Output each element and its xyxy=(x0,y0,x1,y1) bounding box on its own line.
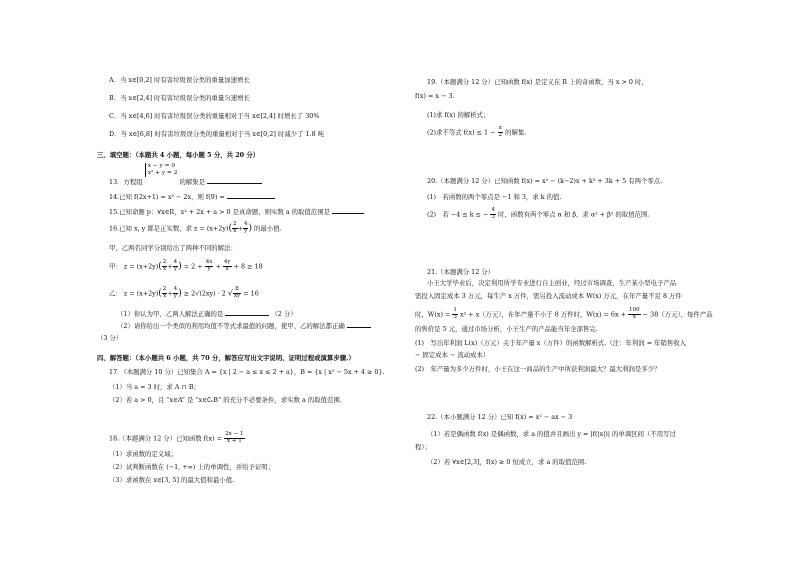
q21-para-2: 需投入固定成本 3 万元，每生产 x 万件，需另投入流动成本 W(x) 万元，在年产量不足 8 万件 xyxy=(415,292,682,300)
question-17: 17．（本题满分 10 分）已知集合 A = {x | 2 − a ≤ x ≤ 2 + a}，B = {x | x² − 5x + 4 ≥ 0}. xyxy=(109,368,385,376)
q18-part-3: （3）求函数在 x∈[3, 5] 的最大值和最小值. xyxy=(109,476,235,484)
option-b: B．当 x∈[2,4] 时有害垃圾误分类的重量匀速增长 xyxy=(109,94,250,102)
q13-eq1: x − y = 0 xyxy=(147,163,176,169)
q16-yi-expr-a: z = (x+2y) xyxy=(123,289,159,298)
question-20: 20.（本题满分 12 分）已知函数 f(x) = x² − (k−2)x + k² + 3k + 5 有两个零点. xyxy=(427,177,663,185)
q16-jia-expr-c: + xyxy=(215,262,221,271)
q20-numerator: 4 xyxy=(491,207,495,213)
question-22: 22.（本小题满分 12 分）已知 f(x) = x² − ax − 3 xyxy=(427,413,573,421)
q19-denominator: 2 xyxy=(498,131,503,138)
q21-part-1: (1) 写出年利润 L(x)（万元）关于年产量 x（万件）的函数解析式.（注：年利润 = 年销售收入 xyxy=(415,339,687,347)
question-18 xyxy=(109,432,245,445)
q18-numerator: 2x − 1 xyxy=(225,431,244,437)
q18-part-1: （1）求函数的定义域； xyxy=(109,450,177,458)
option-c: C．当 x∈[4,6] 时有害垃圾误分类的重量相对于当 x∈[2,4] 时增长了 30% xyxy=(109,112,320,120)
q16-sub1-blank xyxy=(225,315,269,316)
q19-definition: f(x) = x − 3. xyxy=(415,92,455,100)
q21-part-2: (2) 年产量为多少万件时，小王在这一商品的生产中所获利润最大？最大利润是多少？ xyxy=(415,365,661,373)
q21-part-1-cont: − 固定成本 − 流动成本） xyxy=(415,351,490,359)
q16-solution-yi: 乙： z = (x+2y)( $\frac{2}{x}$ + $\frac{4}{y}$ ) ≥ 2√(2xy) · 2 √ $\frac{8}{xy}$ = 16 xyxy=(109,286,259,299)
q20-fraction xyxy=(490,208,496,221)
q16-jia-expr-d: + 8 ≥ 18 xyxy=(233,262,263,271)
q20-part-1: (1) 若函数的两个零点是 −1 和 3，求 k 的值. xyxy=(427,193,562,201)
q16-yi-label: 乙： xyxy=(109,289,122,298)
question-16: 16.已知 x, y 都是正实数，求 z = (x+2y)( $\frac{2}{x}$ + $\frac{4}{y}$ ) 的最小值. xyxy=(109,221,282,234)
q20-part2-prefix: (2) 若 −4 ≤ k ≤ − xyxy=(427,210,489,219)
q17-part-2: （2）若 a > 0，且 “x∈A” 是 “x∈∁ᵣB” 的充分不必要条件，求实数 a 的取值范围. xyxy=(109,396,342,404)
q16-subquestion-2 xyxy=(117,323,371,330)
q21-para3-b: x² + x（万元），在年产量不小于 8 万件时，W(x) = 6x + xyxy=(459,310,626,319)
q18-fraction xyxy=(224,432,245,445)
q16-jia-expr-b: = 2 + xyxy=(183,262,203,271)
q16-subquestion-1 xyxy=(117,311,297,318)
question-21: 21.（本题满分 12 分） xyxy=(427,268,495,276)
q13-eq2: x² + y = 2 xyxy=(147,170,178,177)
q19-part-2 xyxy=(427,126,526,139)
q13-answer-blank xyxy=(207,183,262,184)
q16-sub1-text: （1）你认为甲、乙两人解法正确的是 xyxy=(117,310,224,318)
q21-para-4: 的售价是 5 元，通过市场分析，小王生产的产品能当年全部售完. xyxy=(415,325,598,333)
q16-jia-expr-a: z = (x+2y) xyxy=(123,262,159,271)
q16-score: （3 分） xyxy=(97,334,123,342)
q19-part-1: (1)求 f(x) 的解析式； xyxy=(427,111,490,119)
q19-fraction xyxy=(498,126,504,139)
q22-part-1: （1）若是偶函数 f(x) 是偶函数，求 a 的值并且画出 y = |f(|x|)| 的单调区间（不用写过 xyxy=(427,430,676,438)
question-19: 19.（本题满分 12 分）已知函数 f(x) 是定义在 R 上的奇函数，当 x > 0 时， xyxy=(427,78,648,86)
q16-frac-2-over-x: $\frac{2}{x}$ xyxy=(232,221,237,234)
q16-sub2-text: （2）请你给出一个类似的利用均值不等式求最值的问题，使甲、乙的解法都正确 xyxy=(117,322,345,330)
q20-part2-suffix: 时，函数有两个零点 α 和 β，求 α² + β² 的取值范围. xyxy=(498,210,650,219)
q16-methods-line: 甲、乙两名同学分别给出了两种不同的解法： xyxy=(109,244,237,252)
q22-part-1-cont: 程）； xyxy=(415,443,431,451)
q14-answer-blank xyxy=(227,198,275,199)
q13-suffix: 的解集是 xyxy=(179,178,206,187)
option-d: D．当 x∈[6,8] 时有害垃圾误分类的重量相对于当 x∈[0,2] 时减少了 1.8 吨 xyxy=(109,130,325,138)
q18-prefix: 18.（本题满分 12 分）已知函数 f(x) = xyxy=(109,434,223,443)
q21-para3-c: − 38（万元），每件产品 xyxy=(642,310,713,319)
q14-text: 14.已知 f(2x+1) = x² − 2x，则 f(9) = xyxy=(109,193,225,201)
question-14 xyxy=(109,194,275,201)
q22-part-2: （2）若 ∀x∈[2,3]，f(x) ≥ 0 恒成立，求 a 的取值范围. xyxy=(427,458,587,466)
q15-answer-blank xyxy=(332,213,364,214)
q20-part-2 xyxy=(427,208,649,221)
q18-denominator: x + 1 xyxy=(226,437,242,444)
q16-sub1-score: （2 分） xyxy=(271,310,297,318)
q16-frac-4-over-y: $\frac{4}{y}$ xyxy=(243,221,248,234)
q15-text: 15.已知命题 p：∀x∈R，x² + 2x + a > 0 是真命题，则实数 a 的取值范围是 xyxy=(109,208,330,216)
q21-para3-a: 时，W(x) = xyxy=(415,310,451,319)
q19-part2-suffix: 的解集. xyxy=(505,128,527,137)
q20-denominator: 3 xyxy=(491,213,495,220)
question-13 xyxy=(109,163,262,187)
q16-yi-expr-c: = 16 xyxy=(243,289,259,298)
q19-numerator: x xyxy=(498,125,502,131)
q21-para-3: 时，W(x) = $\frac{1}{3}$ x² + x（万元），在年产量不小于 8 万件时，W(x) = 6x + $\frac{100}{x}$ − 38（万元），每件产品 xyxy=(415,307,713,320)
q13-prefix: 13．方程组 xyxy=(109,178,143,187)
q16-solution-jia: 甲： z = (x+2y)( $\frac{2}{x}$ + $\frac{4}{y}$ ) = 2 + $\frac{4x}{y}$ + $\frac{4y}{x}$ + 8 ≥ 18 xyxy=(109,259,263,272)
q19-part2-prefix: (2)求不等式 f(x) ≤ 1 − xyxy=(427,128,496,137)
q13-system xyxy=(145,163,178,177)
q17-part-1: （1）当 a = 3 时，求 A ∩ B； xyxy=(109,383,200,391)
q18-part-2: （2）试判断函数在 (−1, +∞) 上的单调性，并给予证明； xyxy=(109,463,275,471)
section-4-heading: 四、解答题：（本小题共 6 小题，共 70 分，解答应写出文字说明、证明过程或演算步骤.） xyxy=(97,354,355,362)
option-a: A．当 x∈[0,2] 时有害垃圾误分类的重量加速增长 xyxy=(109,76,250,84)
q16-prefix: 16.已知 x, y 都是正实数，求 z = (x+2y) xyxy=(109,224,229,233)
q16-yi-expr-b: ≥ 2√(2xy) · 2 xyxy=(183,289,226,298)
q16-jia-label: 甲： xyxy=(109,262,122,271)
q16-sub2-blank xyxy=(347,327,371,328)
q16-suffix: 的最小值. xyxy=(254,224,282,233)
question-15 xyxy=(109,209,364,216)
section-3-heading: 三、填空题：（本题共 4 小题，每小题 5 分，共 20 分） xyxy=(97,151,260,159)
q21-para-1: 小王大学毕业后，决定利用所学专业进行自主创业，经过市场调查，生产某小型电子产品 xyxy=(427,279,677,287)
